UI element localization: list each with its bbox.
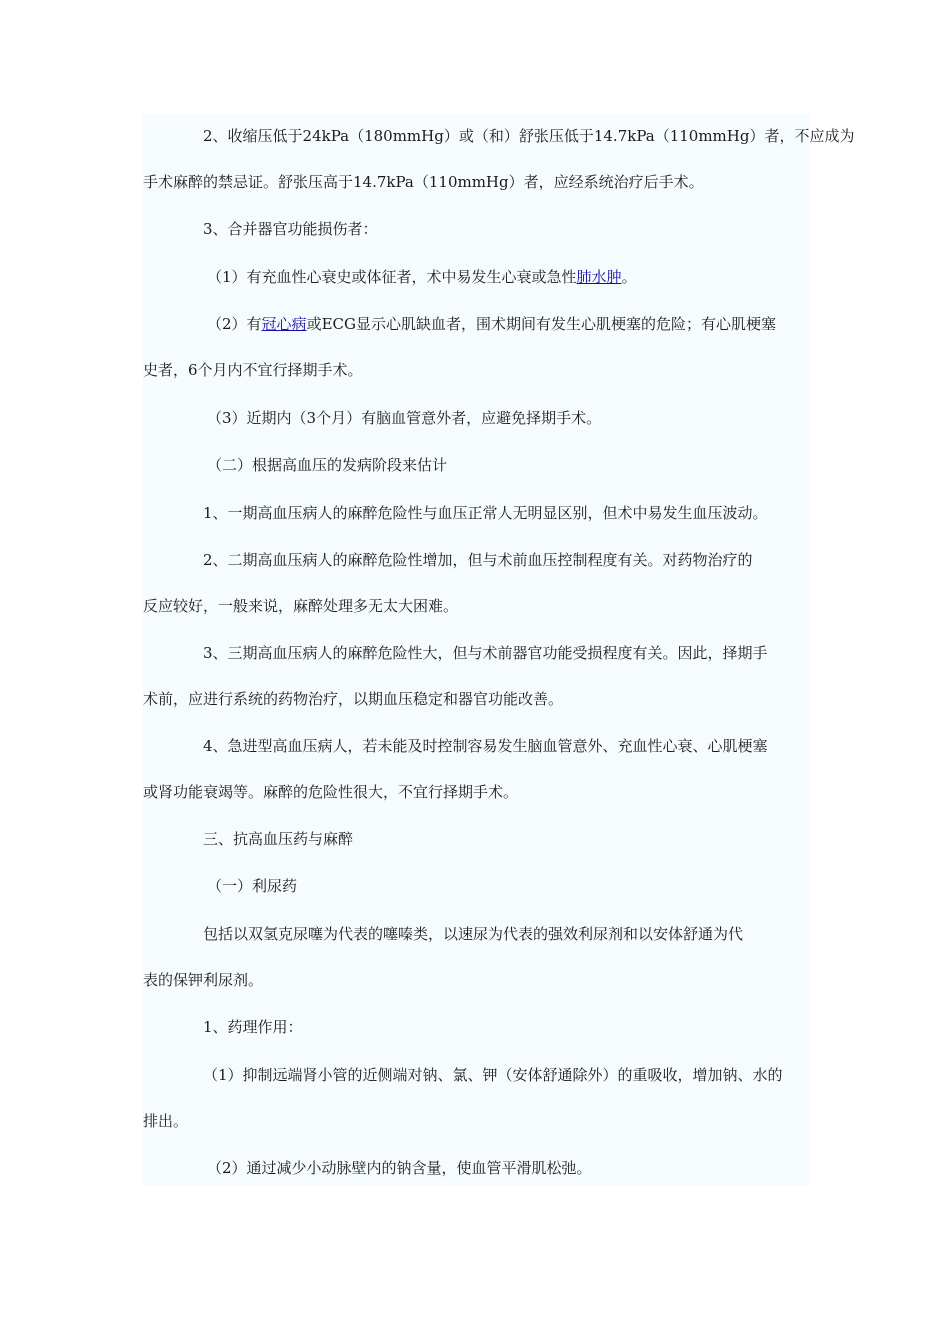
paragraph-line: （2）通过减少小动脉壁内的钠含量，使血管平滑肌松弛。	[207, 1159, 592, 1177]
paragraph-stage-one	[143, 490, 809, 536]
section-heading-antihypertensives	[143, 816, 809, 862]
paragraph-line: 术前，应进行系统的药物治疗，以期血压稳定和器官功能改善。	[143, 690, 564, 708]
paragraph-stage-three	[143, 630, 809, 722]
paragraph-line: （3）近期内（3个月）有脑血管意外者，应避免择期手术。	[207, 409, 602, 427]
paragraph-line: 排出。	[143, 1112, 189, 1130]
paragraph-line: 4、急进型高血压病人，若未能及时控制容易发生脑血管意外、充血性心衰、心肌梗塞	[203, 737, 768, 755]
paragraph-pharmacology-one	[143, 1052, 809, 1144]
paragraph-accelerated-type	[143, 723, 809, 815]
text-segment: （2）有	[207, 315, 262, 333]
subheading-pharmacology	[143, 1004, 809, 1050]
paragraph-line: 三、抗高血压药与麻醉	[203, 830, 354, 848]
paragraph-organ-damage-heading	[143, 206, 809, 252]
paragraph-line: 包括以双氢克尿噻为代表的噻嗪类，以速尿为代表的强效利尿剂和以安体舒通为代	[203, 925, 744, 943]
paragraph-line: 手术麻醉的禁忌证。舒张压高于14.7kPa（110mmHg）者，应经系统治疗后手术。	[143, 173, 704, 191]
paragraph-cerebrovascular	[143, 395, 809, 441]
paragraph-line: 1、药理作用：	[203, 1018, 303, 1036]
paragraph-stage-two	[143, 537, 809, 629]
paragraph-line: 1、一期高血压病人的麻醉危险性与血压正常人无明显区别，但术中易发生血压波动。	[203, 504, 768, 522]
paragraph-line	[143, 301, 809, 347]
paragraph-line: 2、二期高血压病人的麻醉危险性增加，但与术前血压控制程度有关。对药物治疗的	[203, 551, 753, 569]
paragraph-pharmacology-two	[143, 1145, 809, 1191]
paragraph-line: 或肾功能衰竭等。麻醉的危险性很大，不宜行择期手术。	[143, 783, 519, 801]
paragraph-line: 2、收缩压低于24kPa（180mmHg）或（和）舒张压低于14.7kPa（110mmHg）者，不应成为	[203, 127, 855, 145]
paragraph-line: 史者，6个月内不宜行择期手术。	[143, 361, 363, 379]
text-segment: 。	[621, 268, 637, 286]
paragraph-heart-failure	[143, 254, 809, 300]
paragraph-diuretic-types	[143, 911, 809, 1003]
paragraph-line	[143, 254, 809, 300]
text-segment: 或ECG显示心肌缺血者，围术期间有发生心肌梗塞的危险；有心肌梗塞	[306, 315, 776, 333]
paragraph-diastolic-threshold	[143, 113, 855, 205]
paragraph-line: 表的保钾利尿剂。	[143, 971, 264, 989]
paragraph-line: 反应较好，一般来说，麻醉处理多无太大困难。	[143, 597, 459, 615]
paragraph-line: （二）根据高血压的发病阶段来估计	[207, 456, 448, 474]
paragraph-line: 3、三期高血压病人的麻醉危险性大，但与术前器官功能受损程度有关。因此，择期手	[203, 644, 768, 662]
link-pulmonary-edema[interactable]: 肺水肿	[576, 268, 622, 286]
paragraph-line: 3、合并器官功能损伤者：	[203, 220, 378, 238]
link-coronary-heart-disease[interactable]: 冠心病	[261, 315, 307, 333]
text-segment: （1）有充血性心衰史或体征者，术中易发生心衰或急性	[207, 268, 577, 286]
paragraph-line: （1）抑制远端肾小管的近侧端对钠、氯、钾（安体舒通除外）的重吸收，增加钠、水的	[203, 1066, 783, 1084]
paragraph-coronary-disease	[143, 301, 809, 393]
subheading-diuretics	[143, 863, 809, 909]
subheading-disease-stage	[143, 442, 809, 488]
paragraph-line: （一）利尿药	[207, 877, 298, 895]
